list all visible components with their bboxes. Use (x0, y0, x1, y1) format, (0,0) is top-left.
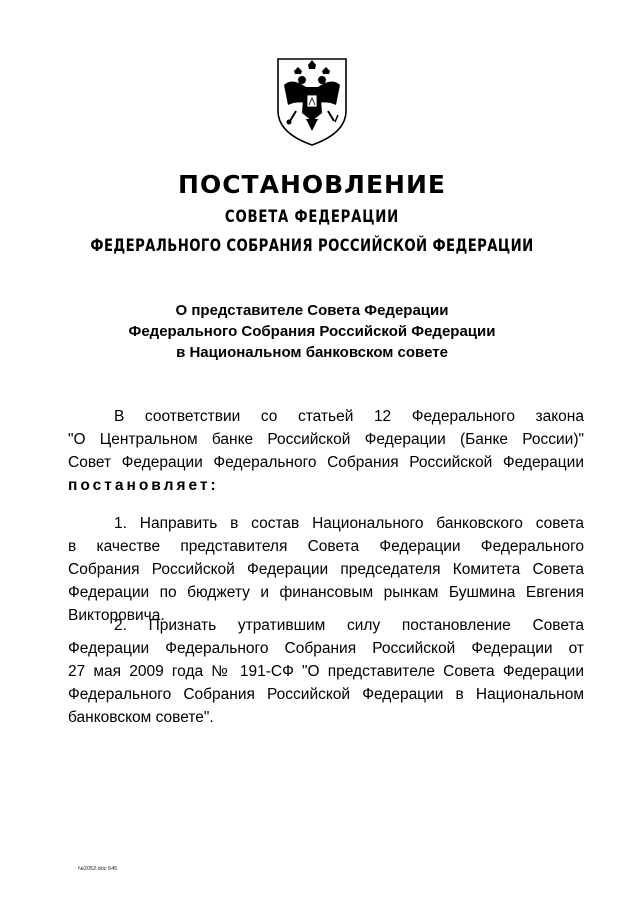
item-2-line: Федерации Федерального Собрания Российской Федерации от (68, 640, 584, 657)
file-reference: №2052.doc 545 (78, 866, 118, 872)
item-1-line: в качестве представителя Совета Федерации Федерального (68, 538, 584, 555)
resolves-word: постановляет: (68, 477, 219, 494)
preamble-line: Совет Федерации Федерального Собрания Российской Федерации (68, 454, 584, 471)
item-2-line: 27 мая 2009 года № 191-СФ "О представителе Совета Федерации (68, 663, 584, 680)
item-1-line: Собрания Российской Федерации председателя Комитета Совета (68, 561, 584, 578)
item-2-paragraph (68, 614, 584, 729)
item-1-line: Викторовича. (68, 607, 165, 624)
item-2-line: Федерального Собрания Российской Федерации в Национальном (68, 686, 584, 703)
preamble-paragraph (68, 405, 584, 497)
subject-line: О представителе Совета Федерации (175, 302, 449, 319)
subject-line: в Национальном банковском совете (176, 344, 448, 361)
item-2-line: 2. Признать утратившим силу постановление Совета (114, 617, 584, 634)
item-1-paragraph (68, 512, 584, 627)
issuing-body-line2: ФЕДЕРАЛЬНОГО СОБРАНИЯ РОССИЙСКОЙ ФЕДЕРАЦИИ (90, 236, 534, 256)
item-1-line: Федерации по бюджету и финансовым рынкам Бушмина Евгения (68, 584, 584, 601)
preamble-line: В соответствии со статьей 12 Федерального закона (114, 408, 584, 425)
document-title: ПОСТАНОВЛЕНИЕ (178, 170, 446, 199)
issuing-body-line1: СОВЕТА ФЕДЕРАЦИИ (224, 207, 400, 227)
preamble-line: "О Центральном банке Российской Федерации (Банке России)" (68, 431, 584, 448)
russian-coat-of-arms-icon (272, 55, 352, 147)
subject-line: Федерального Собрания Российской Федерации (128, 323, 496, 340)
item-1-line: 1. Направить в состав Национального банковского совета (114, 515, 584, 532)
document-subject (0, 300, 624, 363)
item-2-line: банковском совете". (68, 709, 214, 726)
